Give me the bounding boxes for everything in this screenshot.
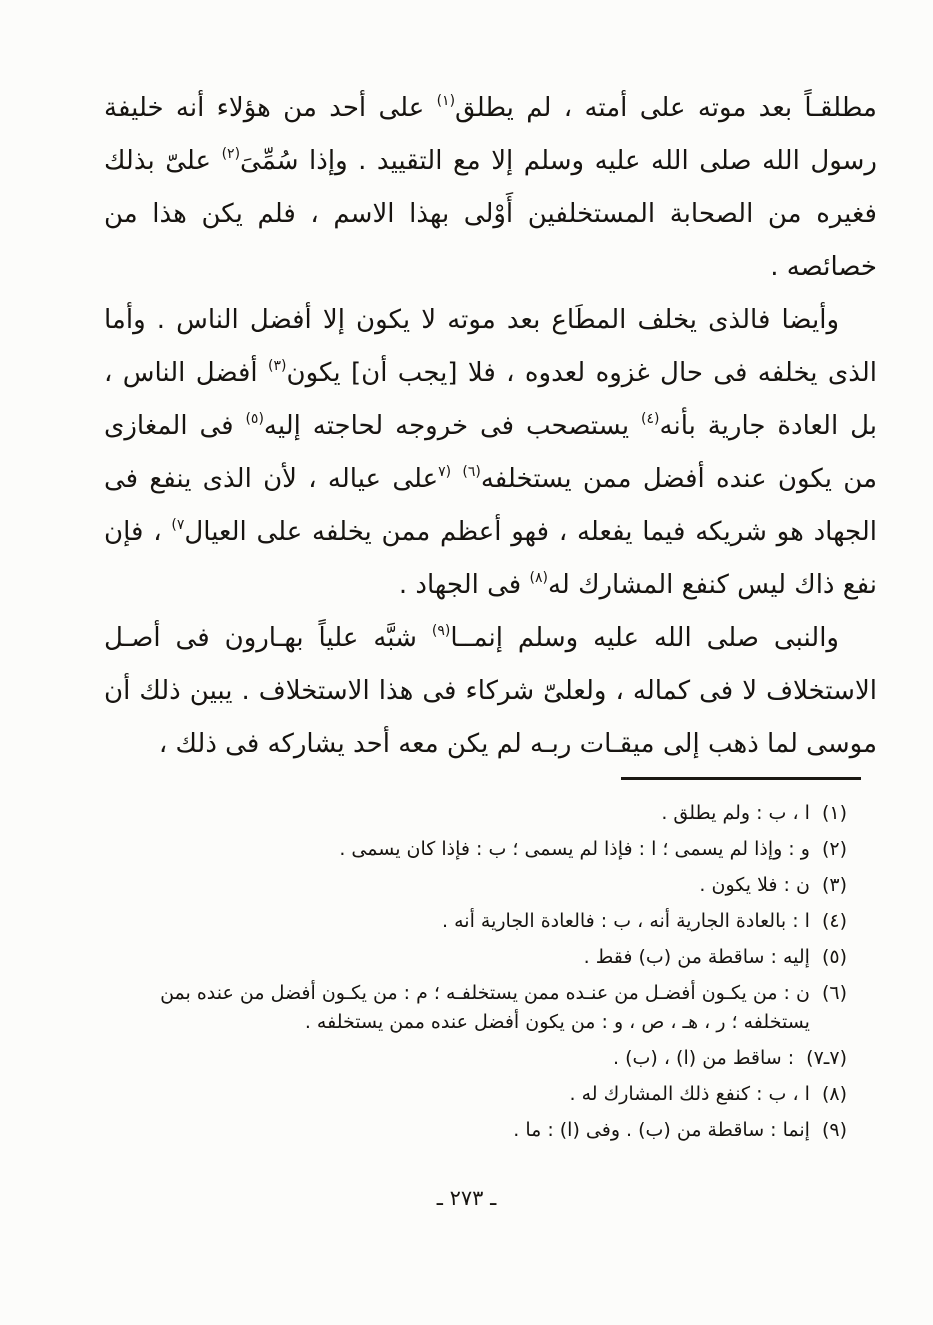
footnote-item (96, 943, 847, 972)
footnote-number: (٣) (821, 874, 847, 896)
footnote-marker: ٧) (171, 517, 185, 533)
footnote-text: ا ، ب : ولم يطلق . (661, 802, 810, 824)
footnote-number: (٧ـ٧) (806, 1047, 847, 1069)
footnote-item (96, 871, 847, 900)
footnote-divider (621, 777, 861, 780)
footnote-marker: (٤) (641, 411, 660, 427)
footnote-text: إنما : ساقطة من (ب) . وفى (ا) : ما . (513, 1119, 810, 1141)
footnote-text: ن : فلا يكون . (699, 874, 810, 896)
footnote-number: (٥) (821, 946, 847, 968)
footnote-number: (٩) (821, 1119, 847, 1141)
body-text (104, 82, 877, 771)
footnote-text: : ساقط من (ا) ، (ب) . (613, 1047, 795, 1069)
footnote-number: (١) (821, 802, 847, 824)
footnote-number: (٨) (821, 1083, 847, 1105)
footnote-item (96, 799, 847, 828)
footnote-marker: (١) (436, 93, 456, 109)
footnote-text: ا : بالعادة الجارية أنه ، ب : فالعادة الجارية أنه . (442, 910, 810, 932)
footnote-marker: (٣) (268, 358, 287, 374)
footnote-marker: (٥) (245, 411, 264, 427)
footnote-number: (٢) (821, 838, 847, 860)
footnote-marker: (٢) (221, 146, 241, 162)
footnote-number: (٦) (821, 982, 847, 1004)
footnote-marker: (٩) (431, 623, 451, 639)
footnote-item (96, 907, 847, 936)
footnote-item (96, 1044, 847, 1073)
footnote-number: (٤) (821, 910, 847, 932)
page-number: ـ ٢٧٣ ـ (436, 1186, 497, 1210)
paragraph: والنبى صلى الله عليه وسلم إنمــا$^{(٩)}$ شبَّه علياً بهـارون فى أصـل الاستخلاف لا فى كماله ، ولعلىّ شركاء فى هذا الاستخلاف . يبين ذلك أن موسى لما ذهب إلى ميقـات ربـه لم يكن معه أحد يشاركه فى ذلك ، (104, 623, 877, 759)
footnote-text: ن : من يكـون أفضـل من عنـده ممن يستخلفـه ؛ م : من يكـون أفضل من عنده بمن يستخلفه ؛ ر ، هـ ، ص ، و : من يكون أفضل عنده ممن يستخلفه . (160, 982, 810, 1033)
footnote-item (96, 979, 847, 1037)
paragraph: وأيضا فالذى يخلف المطَاع بعد موته لا يكون إلا أفضل الناس . وأما الذى يخلفه فى حال غزوه لعدوه ، فلا [يجب أن] يكون$^{(٣)}$ أفضل الناس ، بل العادة جارية بأنه$^{(٤)}$ يستصحب فى خروجه لحاجته إليه$^{(٥)}$ فى المغازى من يكون عنده أفضل ممن يستخلفه$^{(٦)}$ $^{(٧}$على عياله ، لأن الذى ينفع فى الجهاد هو شريكه فيما يفعله ، فهو أعظم ممن يخلفه على العيال$^{٧)}$ ، فإن نفع ذاك ليس كنفع المشارك له$^{(٨)}$ فى الجهاد . (104, 305, 878, 600)
footnote-marker: (٦) (462, 464, 481, 480)
footnote-text: و : وإذا لم يسمى ؛ ا : فإذا لم يسمى ؛ ب : فإذا كان يسمى . (339, 838, 810, 860)
footnote-text: إليه : ساقطة من (ب) فقط . (583, 946, 810, 968)
footnote-item (96, 835, 847, 864)
footnotes (96, 799, 847, 1152)
footnote-item (96, 1080, 847, 1109)
paragraph: مطلقـاً بعد موته على أمته ، لم يطلق$^{(١)}$ على أحد من هؤلاء أنه خليفة رسول الله صلى الله عليه وسلم إلا مع التقييد . وإذا سُمِّىَ$^{(٢)}$ علىّ بذلك فغيره من الصحابة المستخلفين أَوْلى بهذا الاسم ، فلم يكن هذا من خصائصه . (104, 93, 877, 282)
footnote-text: ا ، ب : كنفع ذلك المشارك له . (569, 1083, 810, 1105)
footnote-item (96, 1116, 847, 1145)
footnote-marker: (٧ (438, 464, 452, 480)
footnote-marker: (٨) (529, 570, 548, 586)
